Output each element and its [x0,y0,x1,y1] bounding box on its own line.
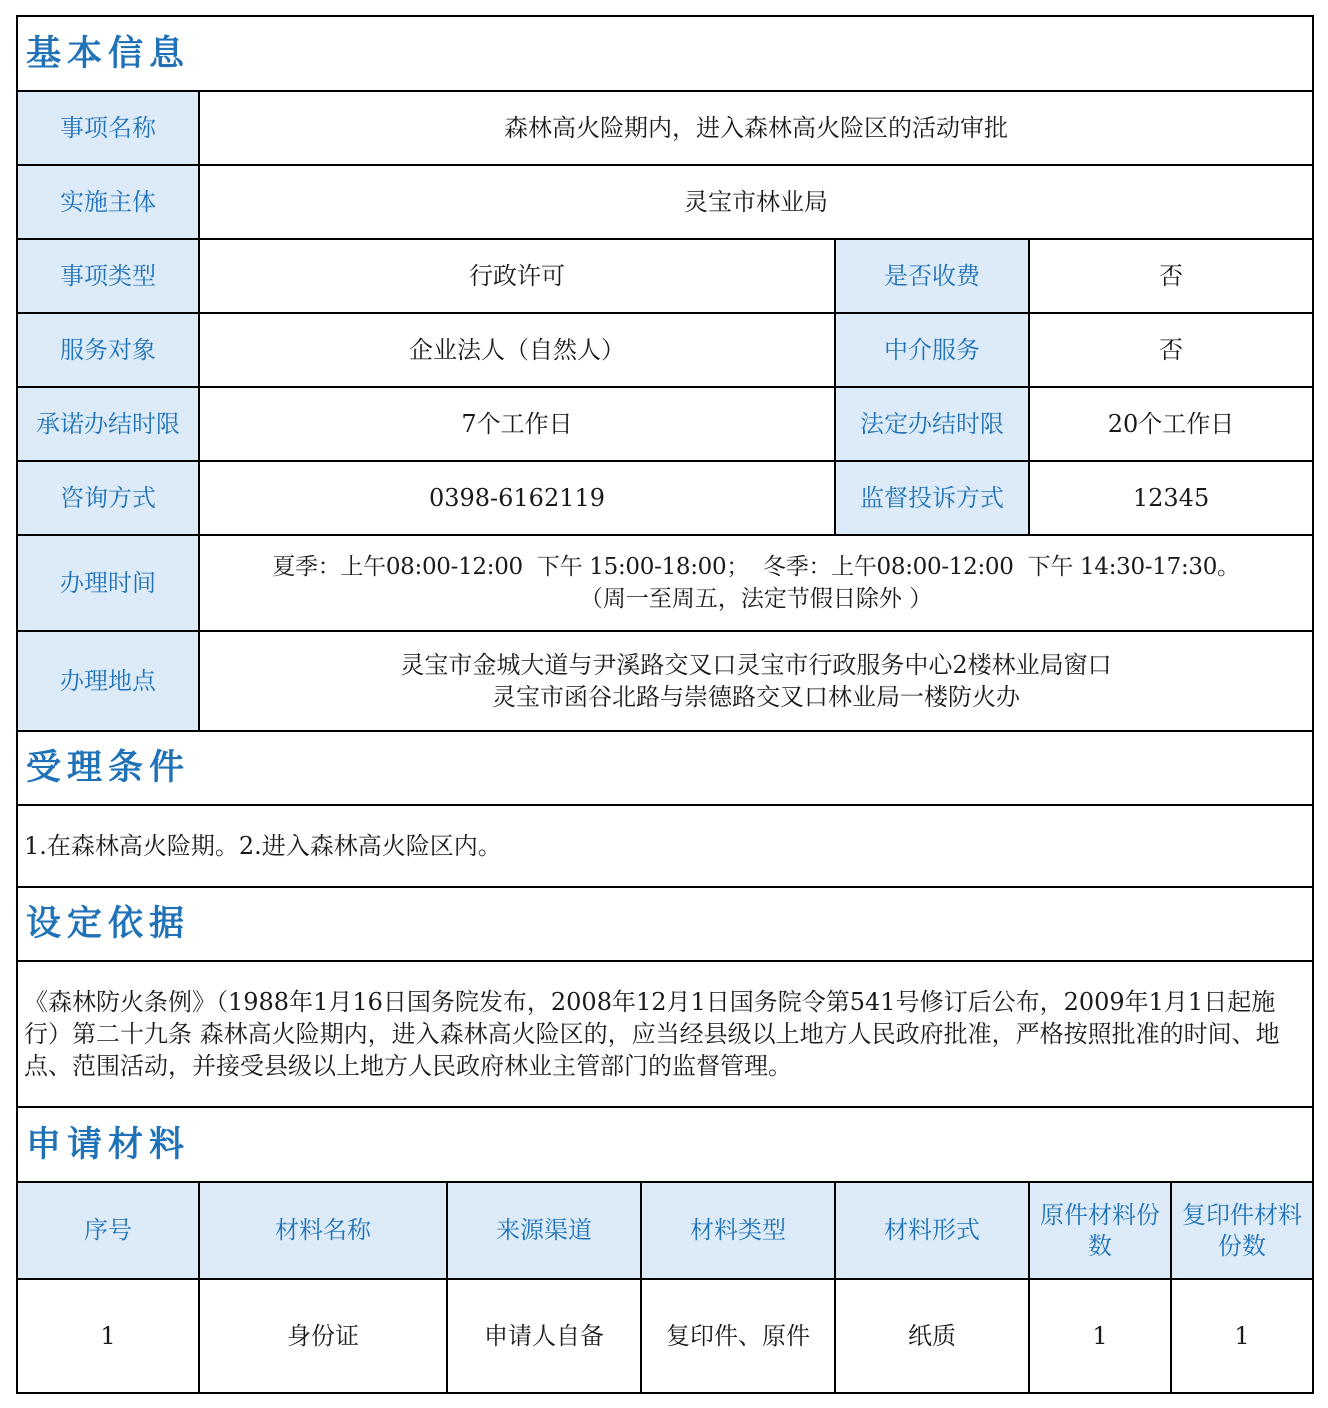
location-value [199,631,1313,731]
material-original-count: 1 [1029,1279,1171,1393]
service-guide-table [16,15,1314,1394]
legal-limit-label: 法定办结时限 [835,387,1029,461]
hours-line-1: 夏季：上午08:00-12:00 下午 15:00-18:00； 冬季：上午08:00-12:00 下午 14:30-17:30。 [272,554,1240,580]
location-label: 办理地点 [17,631,199,731]
material-copy-count: 1 [1171,1279,1313,1393]
basis-text: 《森林防火条例》（1988年1月16日国务院发布，2008年12月1日国务院令第541号修订后公布，2009年1月1日起施行）第二十九条 森林高火险期内，进入森林高火险区的，应当经县级以上地方人民政府批准，严格按照批准的时间、地点、范围活动，并接受县级以上地方人民政府林业主管部门的监督管理。 [17,961,1313,1107]
materials-header-name: 材料名称 [199,1182,447,1279]
materials-header-original-count: 原件材料份数 [1029,1182,1171,1279]
promised-limit-label: 承诺办结时限 [17,387,199,461]
intermediary-label: 中介服务 [835,313,1029,387]
item-type-label: 事项类型 [17,239,199,313]
service-target-value: 企业法人（自然人） [199,313,835,387]
section-title-materials: 申请材料 [17,1107,1313,1182]
materials-header-index: 序号 [17,1182,199,1279]
intermediary-value: 否 [1029,313,1313,387]
material-type: 复印件、原件 [641,1279,835,1393]
section-title-conditions: 受理条件 [17,731,1313,805]
hours-label: 办理时间 [17,535,199,631]
conditions-text: 1.在森林高火险期。2.进入森林高火险区内。 [17,805,1313,887]
legal-limit-value: 20个工作日 [1029,387,1313,461]
section-title-basic-info: 基本信息 [17,16,1313,91]
materials-header-type: 材料类型 [641,1182,835,1279]
consult-value: 0398-6162119 [199,461,835,535]
fee-value: 否 [1029,239,1313,313]
table-row [17,1279,1313,1393]
hours-value [199,535,1313,631]
materials-header-source: 来源渠道 [447,1182,641,1279]
implementer-value: 灵宝市林业局 [199,165,1313,239]
complaint-label: 监督投诉方式 [835,461,1029,535]
materials-header-form: 材料形式 [835,1182,1029,1279]
item-name-value: 森林高火险期内，进入森林高火险区的活动审批 [199,91,1313,165]
material-source: 申请人自备 [447,1279,641,1393]
item-type-value: 行政许可 [199,239,835,313]
section-title-basis: 设定依据 [17,887,1313,961]
material-form: 纸质 [835,1279,1029,1393]
complaint-value: 12345 [1029,461,1313,535]
service-target-label: 服务对象 [17,313,199,387]
location-line-1: 灵宝市金城大道与尹溪路交叉口灵宝市行政服务中心2楼林业局窗口 [400,651,1112,679]
materials-header-copy-count: 复印件材料份数 [1171,1182,1313,1279]
consult-label: 咨询方式 [17,461,199,535]
item-name-label: 事项名称 [17,91,199,165]
implementer-label: 实施主体 [17,165,199,239]
promised-limit-value: 7个工作日 [199,387,835,461]
hours-line-2: （周一至周五，法定节假日除外 ） [579,586,933,612]
fee-label: 是否收费 [835,239,1029,313]
material-index: 1 [17,1279,199,1393]
location-line-2: 灵宝市函谷北路与崇德路交叉口林业局一楼防火办 [492,683,1021,711]
material-name: 身份证 [199,1279,447,1393]
